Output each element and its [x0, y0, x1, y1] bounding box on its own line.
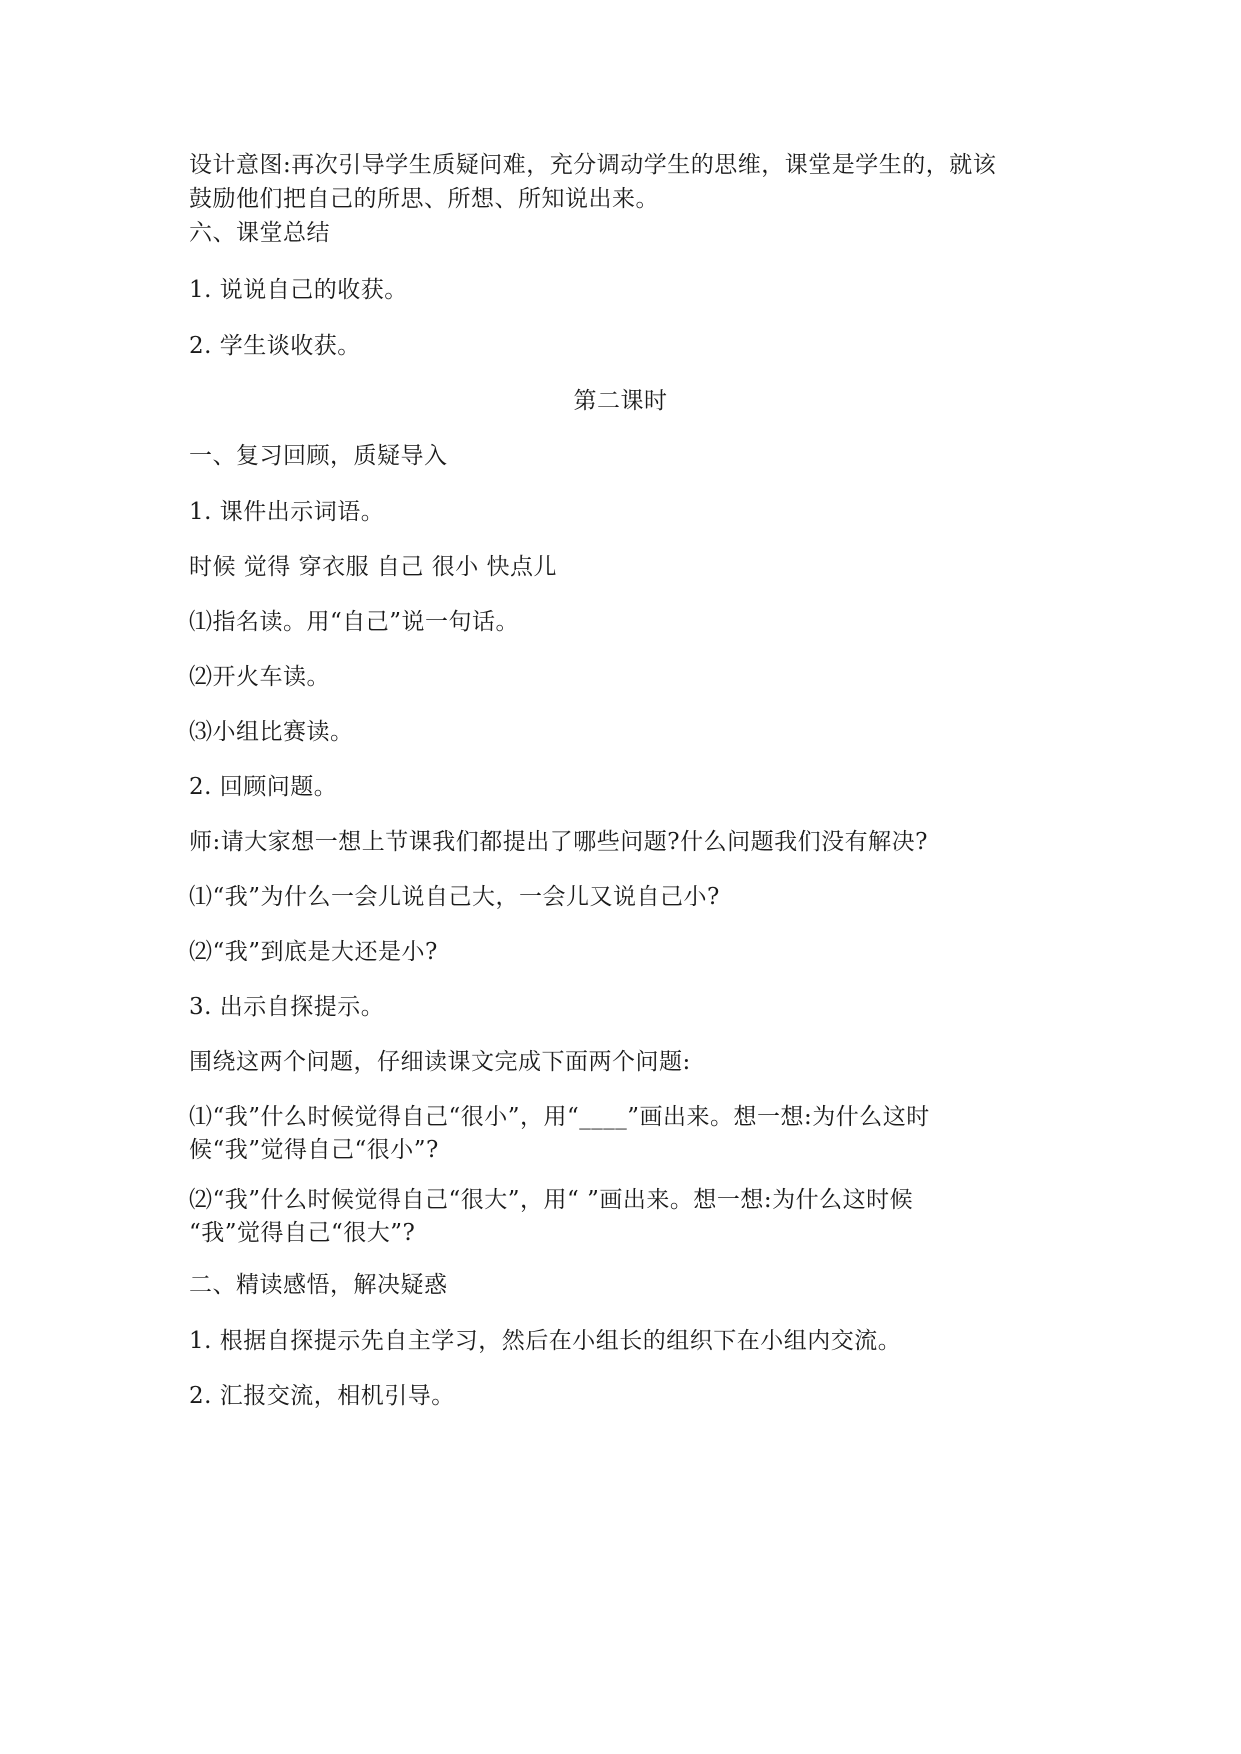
list-item: ⑴指名读。用“自己”说一句话。: [189, 609, 520, 635]
list-item: ⑵“我”到底是大还是小?: [189, 939, 438, 965]
section-heading-close-reading: 二、精读感悟，解决疑惑: [189, 1272, 448, 1298]
list-item: ⑵开火车读。: [189, 664, 330, 690]
list-item: ⑵“我”什么时候觉得自己“很大”，用“ ”画出来。想一想:为什么这时候: [189, 1187, 914, 1213]
section-heading-summary: 六、课堂总结: [189, 220, 330, 246]
list-item: ⑴“我”为什么一会儿说自己大，一会儿又说自己小?: [189, 884, 720, 910]
list-item: 2. 汇报交流，相机引导。: [189, 1383, 455, 1409]
list-item: ⑴“我”什么时候觉得自己“很小”，用“____”画出来。想一想:为什么这时: [189, 1104, 930, 1130]
list-item: 1. 课件出示词语。: [189, 499, 385, 525]
list-item-continuation: 候“我”觉得自己“很小”?: [189, 1137, 439, 1163]
list-item: 2. 回顾问题。: [189, 774, 338, 800]
list-item: 1. 根据自探提示先自主学习，然后在小组长的组织下在小组内交流。: [189, 1328, 902, 1354]
vocabulary-words: 时候 觉得 穿衣服 自己 很小 快点儿: [189, 554, 558, 580]
list-item: 3. 出示自探提示。: [189, 994, 385, 1020]
list-item: 1. 说说自己的收获。: [189, 277, 408, 303]
design-intent-line-2: 鼓励他们把自己的所思、所想、所知说出来。: [189, 186, 659, 212]
lesson-title: 第二课时: [573, 388, 668, 414]
design-intent-line-1: 设计意图:再次引导学生质疑问难，充分调动学生的思维，课堂是学生的，就该: [189, 152, 997, 178]
paragraph: 围绕这两个问题，仔细读课文完成下面两个问题:: [189, 1049, 691, 1075]
list-item: ⑶小组比赛读。: [189, 719, 354, 745]
list-item: 2. 学生谈收获。: [189, 333, 361, 359]
section-heading-review: 一、复习回顾，质疑导入: [189, 443, 448, 469]
teacher-question: 师:请大家想一想上节课我们都提出了哪些问题?什么问题我们没有解决?: [189, 829, 928, 855]
list-item-continuation: “我”觉得自己“很大”?: [189, 1220, 416, 1246]
